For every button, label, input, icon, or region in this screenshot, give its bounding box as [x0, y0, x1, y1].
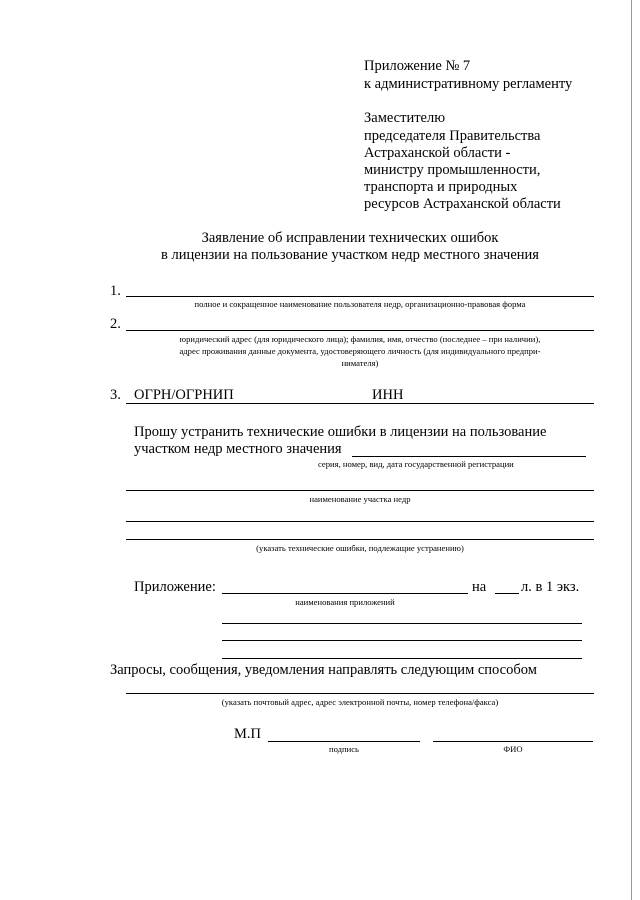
inn-label: ИНН [372, 387, 404, 403]
addressee-line: министру промышленности, [364, 162, 541, 178]
appendix-reference: к административному регламенту [364, 76, 573, 92]
appendix-sheets-label: л. в 1 экз. [521, 579, 580, 595]
addressee-line: председателя Правительства [364, 128, 541, 144]
applicant-address-hint: юридический адрес (для юридического лица); фамилия, имя, отчество (последнее – при наличии), [179, 334, 541, 344]
document-title-line2: в лицензии на пользование участком недр местного значения [161, 247, 539, 263]
site-name-field[interactable] [126, 490, 594, 491]
signature-hint: подпись [329, 744, 359, 754]
applicant-address-field[interactable] [126, 330, 594, 331]
item2-number: 2. [110, 316, 121, 332]
license-details-field[interactable] [352, 456, 586, 457]
errors-field-line2[interactable] [126, 539, 594, 540]
document-title-line1: Заявление об исправлении технических ошибок [201, 230, 499, 246]
errors-hint: (указать технические ошибки, подлежащие устранению) [256, 543, 464, 553]
appendix-field-line4[interactable] [222, 658, 582, 659]
correspondence-field[interactable] [126, 693, 594, 694]
license-details-hint: серия, номер, вид, дата государственной регистрации [318, 459, 514, 469]
addressee-line: Заместителю [364, 110, 446, 126]
full-name-field[interactable] [433, 741, 593, 742]
applicant-address-hint: нимателя) [341, 358, 379, 368]
full-name-hint: ФИО [503, 744, 523, 754]
ogrn-inn-field[interactable] [126, 403, 594, 404]
appendix-label: Приложение: [134, 579, 216, 595]
item3-number: 3. [110, 387, 121, 403]
correspondence-hint: (указать почтовый адрес, адрес электронной почты, номер телефона/факса) [221, 697, 499, 707]
addressee-line: транспорта и природных [364, 179, 518, 195]
errors-field-line1[interactable] [126, 521, 594, 522]
appendix-names-field[interactable] [222, 593, 468, 594]
appendix-names-hint: наименования приложений [295, 597, 395, 607]
addressee-line: ресурсов Астраханской области [364, 196, 561, 212]
page-edge [631, 0, 632, 900]
appendix-number: Приложение № 7 [364, 58, 471, 74]
item1-number: 1. [110, 283, 121, 299]
request-text-line2: участком недр местного значения [134, 441, 342, 457]
appendix-field-line3[interactable] [222, 640, 582, 641]
request-text-line1: Прошу устранить технические ошибки в лицензии на пользование [134, 424, 547, 440]
applicant-name-hint: полное и сокращенное наименование пользователя недр, организационно-правовая форма [194, 299, 526, 309]
applicant-address-hint: адрес проживания данные документа, удостоверяющего личность (для индивидуального предпри- [179, 346, 541, 356]
appendix-on-label: на [472, 579, 487, 595]
site-name-hint: наименование участка недр [309, 494, 411, 504]
appendix-sheets-field[interactable] [495, 593, 519, 594]
seal-label: М.П [234, 726, 261, 742]
applicant-name-field[interactable] [126, 296, 594, 297]
addressee-line: Астраханской области - [364, 145, 511, 161]
signature-field[interactable] [268, 741, 420, 742]
ogrn-label: ОГРН/ОГРНИП [134, 387, 234, 403]
correspondence-text: Запросы, сообщения, уведомления направлять следующим способом [110, 662, 537, 678]
appendix-field-line2[interactable] [222, 623, 582, 624]
